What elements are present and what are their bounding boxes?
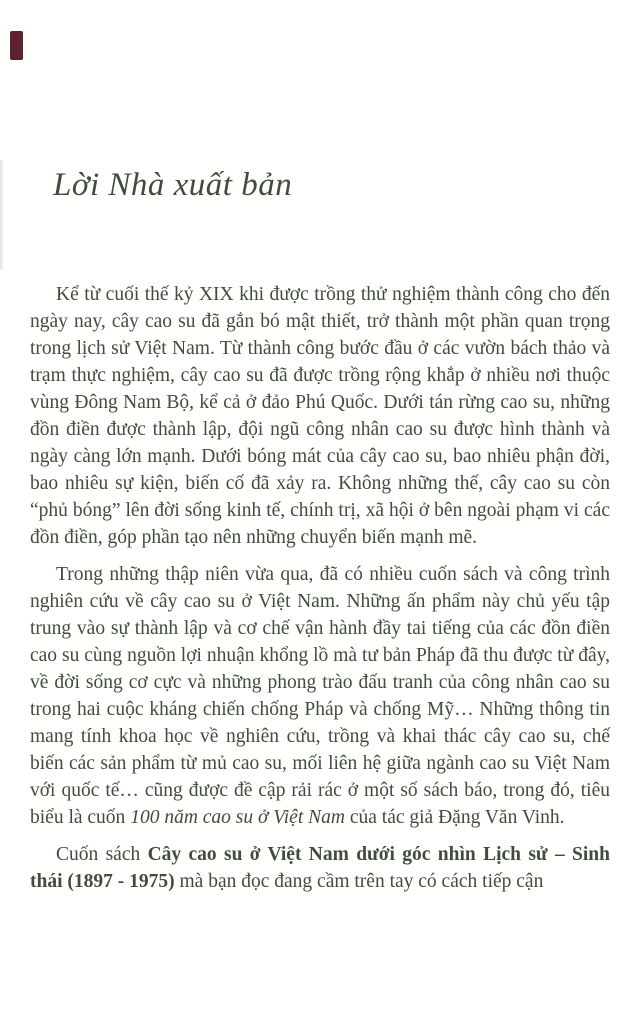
text-segment: mà bạn đọc đang cầm trên tay có cách tiếp cận <box>174 871 544 892</box>
text-segment: của tác giả Đặng Văn Vinh. <box>344 807 565 828</box>
text-segment: Trong những thập niên vừa qua, đã có nhiều cuốn sách và công trình nghiên cứu về cây cao su ở Việt Nam. Những ấn phẩm này chủ yếu tập trung vào sự thành lập và cơ chế vận hành đầy tai tiếng của các đồn điền cao su cùng nguồn lợi nhuận khổng lồ mà tư bản Pháp đã thu được từ đây, về đời sống cơ cực và những phong trào đấu tranh của công nhân cao su trong hai cuộc kháng chiến chống Pháp và chống Mỹ… Những thông tin mang tính khoa học về nghiên cứu, trồng và khai thác cây cao su, chế biến các sản phẩm từ mủ cao su, mối liên hệ giữa ngành cao su Việt Nam với quốc tế… cũng được đề cập rải rác ở một số sách báo, trong đó, tiêu biểu là cuốn <box>30 564 610 828</box>
paragraph <box>30 281 610 551</box>
text-segment: 100 năm cao su ở Việt Nam <box>130 807 345 828</box>
text-segment: Cuốn sách <box>56 844 148 865</box>
body-text <box>30 281 610 905</box>
text-segment: Kể từ cuối thế kỷ XIX khi được trồng thử nghiệm thành công cho đến ngày nay, cây cao su đã gắn bó mật thiết, trở thành một phần quan trọng trong lịch sử Việt Nam. Từ thành công bước đầu ở các vườn bách thảo và trạm thực nghiệm, cây cao su đã được trồng rộng khắp ở nhiều nơi thuộc vùng Đông Nam Bộ, kể cả ở đảo Phú Quốc. Dưới tán rừng cao su, những đồn điền được thành lập, đội ngũ công nhân cao su được hình thành và ngày càng lớn mạnh. Dưới bóng mát của cây cao su, bao nhiêu phận đời, bao nhiêu sự kiện, biến cố đã xảy ra. Không những thế, cây cao su còn “phủ bóng” lên đời sống kinh tế, chính trị, xã hội ở bên ngoài phạm vi các đồn điền, góp phần tạo nên những chuyển biến mạnh mẽ. <box>30 284 610 548</box>
page-edge-scan-artifact <box>0 160 4 270</box>
corner-mark <box>10 31 23 60</box>
paragraph <box>30 561 610 831</box>
text-segment: Cây cao su ở Việt Nam dưới góc nhìn Lịch sử – Sinh thái (1897 - 1975) <box>30 844 610 892</box>
chapter-title: Lời Nhà xuất bản <box>53 167 293 203</box>
paragraph <box>30 841 610 895</box>
